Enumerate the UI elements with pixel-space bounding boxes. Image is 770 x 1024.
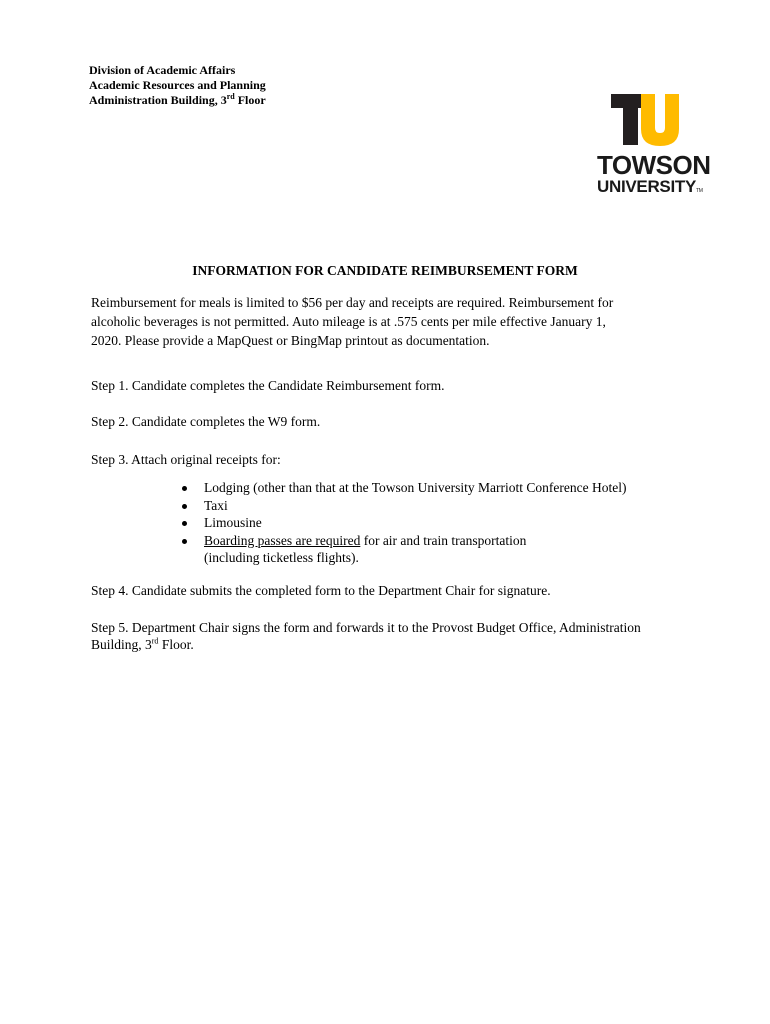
logo-trademark: TM: [696, 188, 703, 194]
document-title: INFORMATION FOR CANDIDATE REIMBURSEMENT FORM: [192, 263, 578, 278]
receipt-transport: for air and train transportation: [360, 532, 527, 548]
header-location-suffix: Floor: [234, 93, 266, 107]
logo-word-towson: TOWSON: [597, 150, 711, 180]
list-item: [182, 479, 626, 497]
list-item: [182, 532, 626, 567]
list-item: [182, 497, 626, 515]
header-division: Division of Academic Affairs: [89, 63, 236, 77]
logo-word-university: [597, 177, 703, 201]
step-1: Step 1. Candidate completes the Candidate Reimbursement form.: [91, 378, 445, 393]
receipt-lodging: Lodging (other than that at the Towson University Marriott Conference Hotel): [204, 480, 627, 495]
logo-letter-u: [641, 94, 679, 146]
logo-word-university-text: UNIVERSITY: [597, 177, 697, 196]
step-5-line-2-suffix: Floor.: [158, 637, 194, 652]
step-3: Step 3. Attach original receipts for:: [91, 452, 281, 467]
receipt-transport-note: (including ticketless flights).: [204, 550, 359, 565]
towson-university-logo: [597, 94, 711, 202]
step-5-line-1: Step 5. Department Chair signs the form and forwards it to the Provost Budget Office, Administration: [91, 620, 641, 635]
header-location-text: Administration Building, 3: [89, 93, 227, 107]
intro-paragraph: [91, 293, 651, 350]
bullet-icon: [182, 539, 187, 544]
receipt-limousine: Limousine: [204, 515, 262, 530]
bullet-icon: [182, 486, 187, 491]
intro-line-1: Reimbursement for meals is limited to $56 per day and receipts are required. Reimbursement for: [91, 295, 614, 310]
step-5: [91, 619, 641, 653]
step-5-sup: rd: [151, 636, 159, 646]
receipts-list: [182, 479, 626, 567]
bullet-icon: [182, 504, 187, 509]
bullet-icon: [182, 521, 187, 526]
header-location-sup: rd: [226, 92, 235, 101]
department-header: [89, 63, 266, 108]
list-item: [182, 514, 626, 532]
header-location: [89, 93, 266, 108]
step-5-line-2-text: Building, 3: [91, 637, 152, 652]
step-5-line-2: [91, 636, 641, 653]
step-2: Step 2. Candidate completes the W9 form.: [91, 414, 321, 429]
intro-line-3: 2020. Please provide a MapQuest or BingMap printout as documentation.: [91, 333, 490, 348]
intro-line-2: alcoholic beverages is not permitted. Auto mileage is at .575 cents per mile effective January 1,: [91, 314, 606, 329]
header-office: Academic Resources and Planning: [89, 78, 266, 92]
boarding-passes-required: Boarding passes are required: [204, 532, 361, 548]
tu-monogram-icon: [597, 94, 697, 150]
receipt-taxi: Taxi: [204, 497, 228, 513]
step-4: Step 4. Candidate submits the completed form to the Department Chair for signature.: [91, 583, 551, 598]
